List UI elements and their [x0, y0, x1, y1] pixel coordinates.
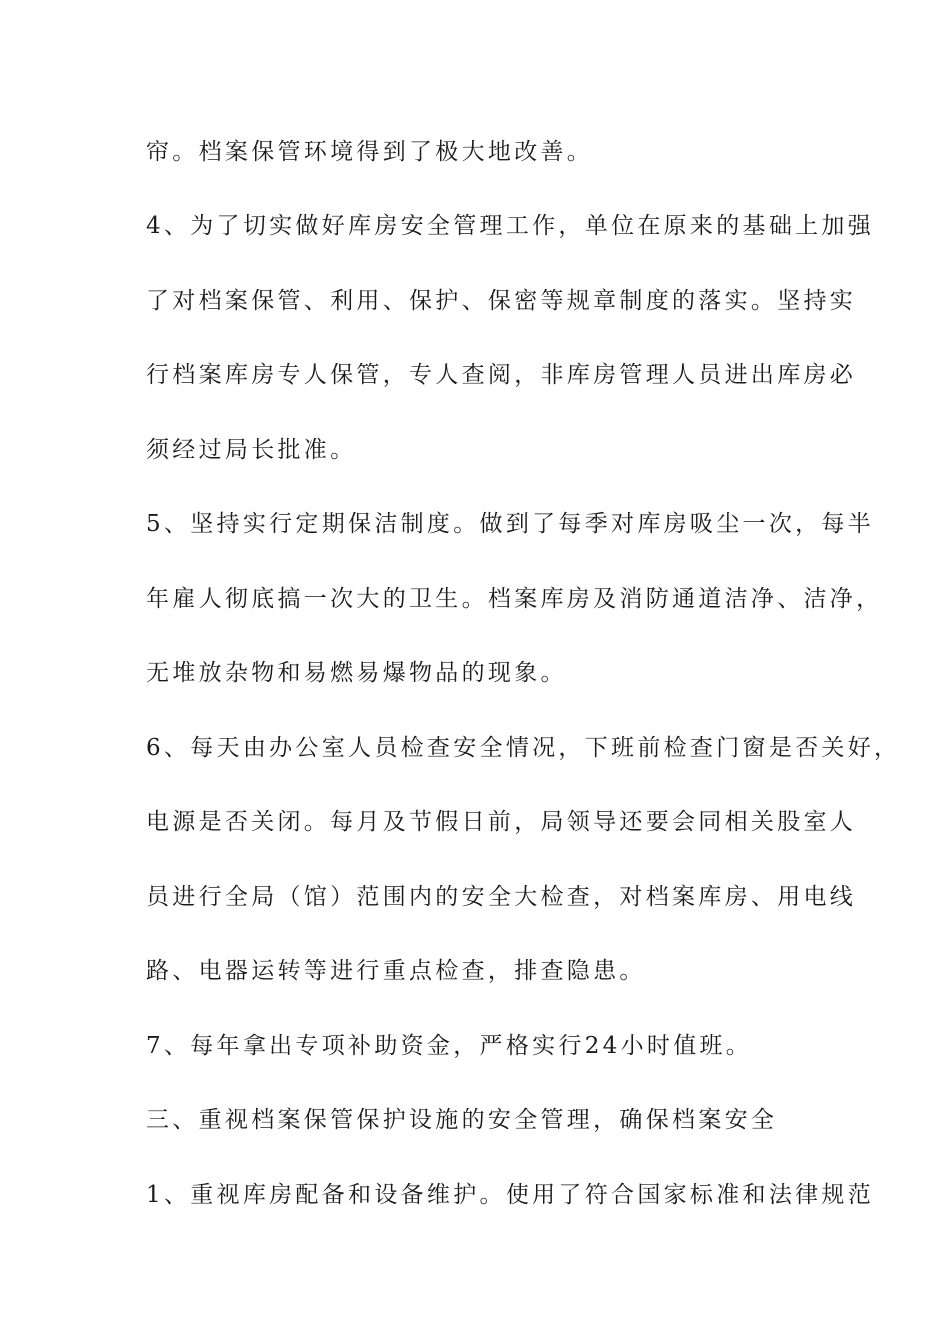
- text-line-2: 4、为了切实做好库房安全管理工作，单位在原来的基础上加强: [146, 213, 875, 239]
- text-line-1: 帘。档案保管环境得到了极大地改善。: [146, 139, 594, 165]
- text-line-10: 电源是否关闭。每月及节假日前，局领导还要会同相关股室人: [146, 809, 857, 835]
- text-line-9: 6、每天由办公室人员检查安全情况，下班前检查门窗是否关好，: [146, 735, 901, 761]
- text-line-4: 行档案库房专人保管，专人查阅，非库房管理人员进出库房必: [146, 362, 857, 388]
- text-line-15: 1、重视库房配备和设备维护。使用了符合国家标准和法律规范: [146, 1182, 875, 1208]
- text-line-11: 员进行全局（馆）范围内的安全大检查，对档案库房、用电线: [146, 884, 857, 910]
- text-line-13: 7、每年拿出专项补助资金，严格实行24小时值班。: [146, 1033, 753, 1059]
- text-line-8: 无堆放杂物和易燃易爆物品的现象。: [146, 660, 567, 686]
- text-line-6: 5、坚持实行定期保洁制度。做到了每季对库房吸尘一次，每半: [146, 511, 875, 537]
- text-line-12: 路、电器运转等进行重点检查，排查隐患。: [146, 958, 646, 984]
- text-line-5: 须经过局长批准。: [146, 437, 357, 463]
- text-line-7: 年雇人彻底搞一次大的卫生。档案库房及消防通道洁净、洁净，: [146, 586, 883, 612]
- text-line-14: 三、重视档案保管保护设施的安全管理，确保档案安全: [146, 1107, 778, 1133]
- text-line-3: 了对档案保管、利用、保护、保密等规章制度的落实。坚持实: [146, 288, 857, 314]
